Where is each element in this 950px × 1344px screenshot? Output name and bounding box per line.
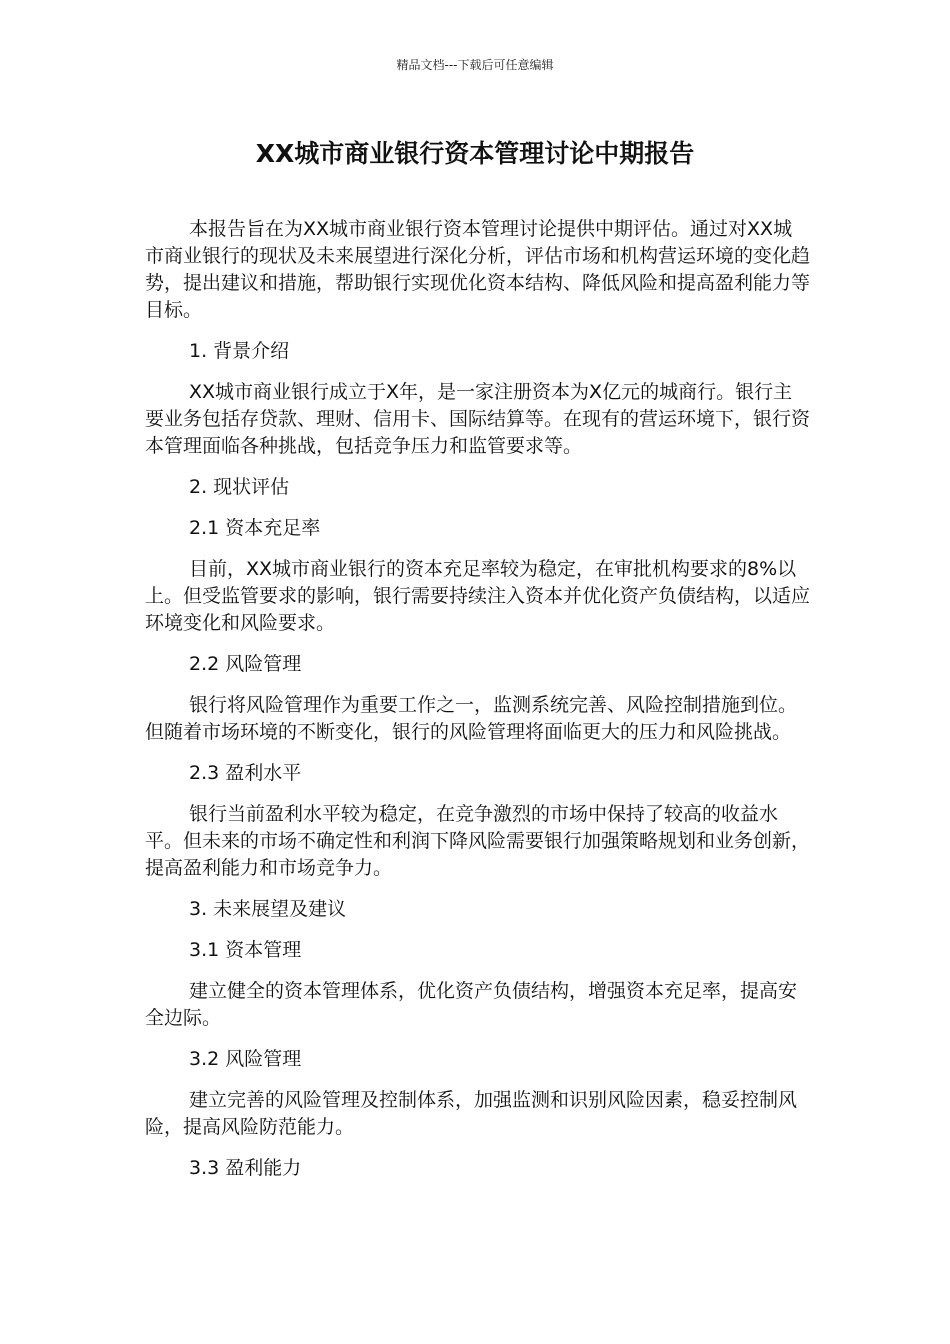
section-heading-outlook: 3. 未来展望及建议	[189, 898, 347, 920]
document-title: XX城市商业银行资本管理讨论中期报告	[255, 139, 695, 168]
section-heading-risk-management: 2.2 风险管理	[189, 653, 302, 675]
section-heading-status-assessment: 2. 现状评估	[189, 476, 290, 498]
page-header: 精品文档---下载后可任意编辑	[396, 58, 554, 72]
section-heading-profitability: 3.3 盈利能力	[189, 1157, 302, 1179]
section-heading-profitability-level: 2.3 盈利水平	[189, 762, 302, 784]
section-body-risk-management-plan: 建立完善的风险管理及控制体系，加强监测和识别风险因素，稳妥控制风险，提高风险防范能力。	[145, 1089, 798, 1138]
section-body-capital-management: 建立健全的资本管理体系，优化资产负债结构，增强资本充足率，提高安全边际。	[145, 980, 798, 1029]
intro-paragraph: 本报告旨在为XX城市商业银行资本管理讨论提供中期评估。通过对XX城市商业银行的现状及未来展望进行深化分析，评估市场和机构营运环境的变化趋势，提出建议和措施，帮助银行实现优化资本结构、降低风险和提高盈利能力等目标。	[145, 218, 811, 321]
section-body-risk-management: 银行将风险管理作为重要工作之一，监测系统完善、风险控制措施到位。但随着市场环境的不断变化，银行的风险管理将面临更大的压力和风险挑战。	[145, 694, 798, 743]
section-body-background: XX城市商业银行成立于X年，是一家注册资本为X亿元的城商行。银行主要业务包括存贷款、理财、信用卡、国际结算等。在现有的营运环境下，银行资本管理面临各种挑战，包括竞争压力和监管要求等。	[145, 381, 811, 457]
section-heading-background: 1. 背景介绍	[189, 340, 290, 362]
section-body-profitability-level: 银行当前盈利水平较为稳定，在竞争激烈的市场中保持了较高的收益水平。但未来的市场不确定性和利润下降风险需要银行加强策略规划和业务创新，提高盈利能力和市场竞争力。	[145, 803, 811, 879]
section-heading-risk-management-plan: 3.2 风险管理	[189, 1048, 302, 1070]
section-heading-capital-adequacy: 2.1 资本充足率	[189, 517, 321, 539]
section-body-capital-adequacy: 目前，XX城市商业银行的资本充足率较为稳定，在审批机构要求的8%以上。但受监管要求的影响，银行需要持续注入资本并优化资产负债结构，以适应环境变化和风险要求。	[145, 558, 811, 634]
document-body	[145, 216, 810, 1196]
section-heading-capital-management: 3.1 资本管理	[189, 939, 302, 961]
